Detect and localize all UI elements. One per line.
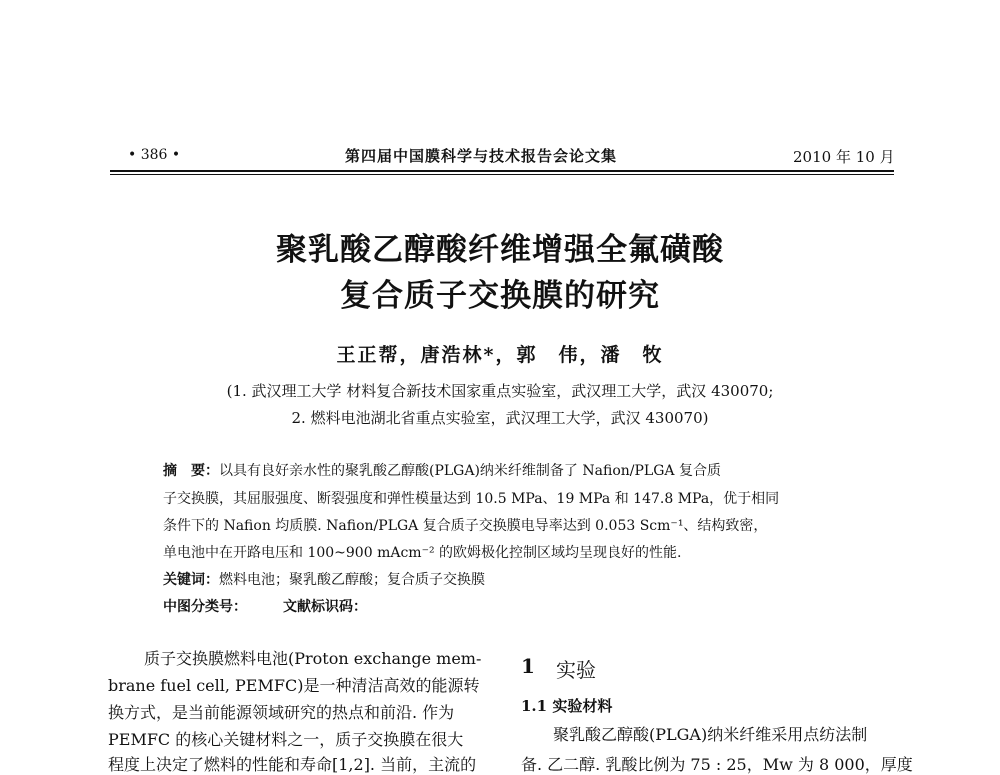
right-col-line2: 备. 乙二醇. 乳酸比例为 75 : 25，Mw 为 8 000，厚度 bbox=[521, 755, 913, 774]
authors: 王正帮，唐浩林*，郭 伟，潘 牧 bbox=[336, 344, 664, 366]
keywords-text: 燃料电池；聚乳酸乙醇酸；复合质子交换膜 bbox=[219, 572, 485, 588]
clc-label: 中图分类号： bbox=[163, 599, 247, 615]
classification-line bbox=[163, 596, 367, 616]
abstract-line1 bbox=[163, 460, 721, 480]
left-col-line5: 程度上决定了燃料的性能和寿命[1,2]. 当前，主流的 bbox=[108, 755, 477, 774]
left-col-line3: 换方式，是当前能源领域研究的热点和前沿. 作为 bbox=[108, 703, 455, 722]
left-col-line2: brane fuel cell, PEMFC)是一种清洁高效的能源转 bbox=[108, 676, 480, 695]
paper-title-line2: 复合质子交换膜的研究 bbox=[340, 278, 660, 314]
keywords-label: 关键词： bbox=[163, 572, 219, 588]
abstract-label: 摘 要： bbox=[163, 463, 219, 479]
left-col-line4: PEMFC 的核心关键材料之一，质子交换膜在很大 bbox=[108, 730, 464, 749]
keywords-line bbox=[163, 569, 485, 589]
journal-title: 第四届中国膜科学与技术报告会论文集 bbox=[345, 147, 618, 165]
abstract-text1: 以具有良好亲水性的聚乳酸乙醇酸(PLGA)纳米纤维制备了 Nafion/PLGA 复合质 bbox=[219, 463, 721, 479]
header-rule-thin bbox=[110, 174, 894, 175]
header-rule-thick bbox=[110, 170, 894, 172]
abstract-line4: 单电池中在开路电压和 100~900 mAcm⁻² 的欧姆极化控制区域均呈现良好的性能. bbox=[163, 545, 682, 561]
abstract-line3: 条件下的 Nafion 均质膜. Nafion/PLGA 复合质子交换膜电导率达到 0.053 Scm⁻¹、结构致密， bbox=[163, 518, 768, 534]
doc-code-label: 文献标识码： bbox=[283, 599, 367, 615]
section-title: 实验 bbox=[556, 658, 596, 682]
section-number: 1 bbox=[521, 654, 535, 678]
page-number: • 386 • bbox=[128, 147, 181, 163]
subsection-title: 1.1 实验材料 bbox=[521, 697, 613, 715]
paper-title-line1: 聚乳酸乙醇酸纤维增强全氟磺酸 bbox=[276, 232, 724, 268]
left-col-line1: 质子交换膜燃料电池(Proton exchange mem- bbox=[144, 649, 482, 668]
publication-date: 2010 年 10 月 bbox=[793, 148, 895, 166]
affiliation-line2: 2. 燃料电池湖北省重点实验室，武汉理工大学，武汉 430070) bbox=[291, 409, 709, 427]
right-col-line1: 聚乳酸乙醇酸(PLGA)纳米纤维采用点纺法制 bbox=[553, 725, 868, 744]
affiliation-line1: (1. 武汉理工大学 材料复合新技术国家重点实验室，武汉理工大学，武汉 430070; bbox=[226, 382, 774, 400]
abstract-line2: 子交换膜，其屈服强度、断裂强度和弹性模量达到 10.5 MPa、19 MPa 和 147.8 MPa，优于相同 bbox=[163, 491, 780, 507]
